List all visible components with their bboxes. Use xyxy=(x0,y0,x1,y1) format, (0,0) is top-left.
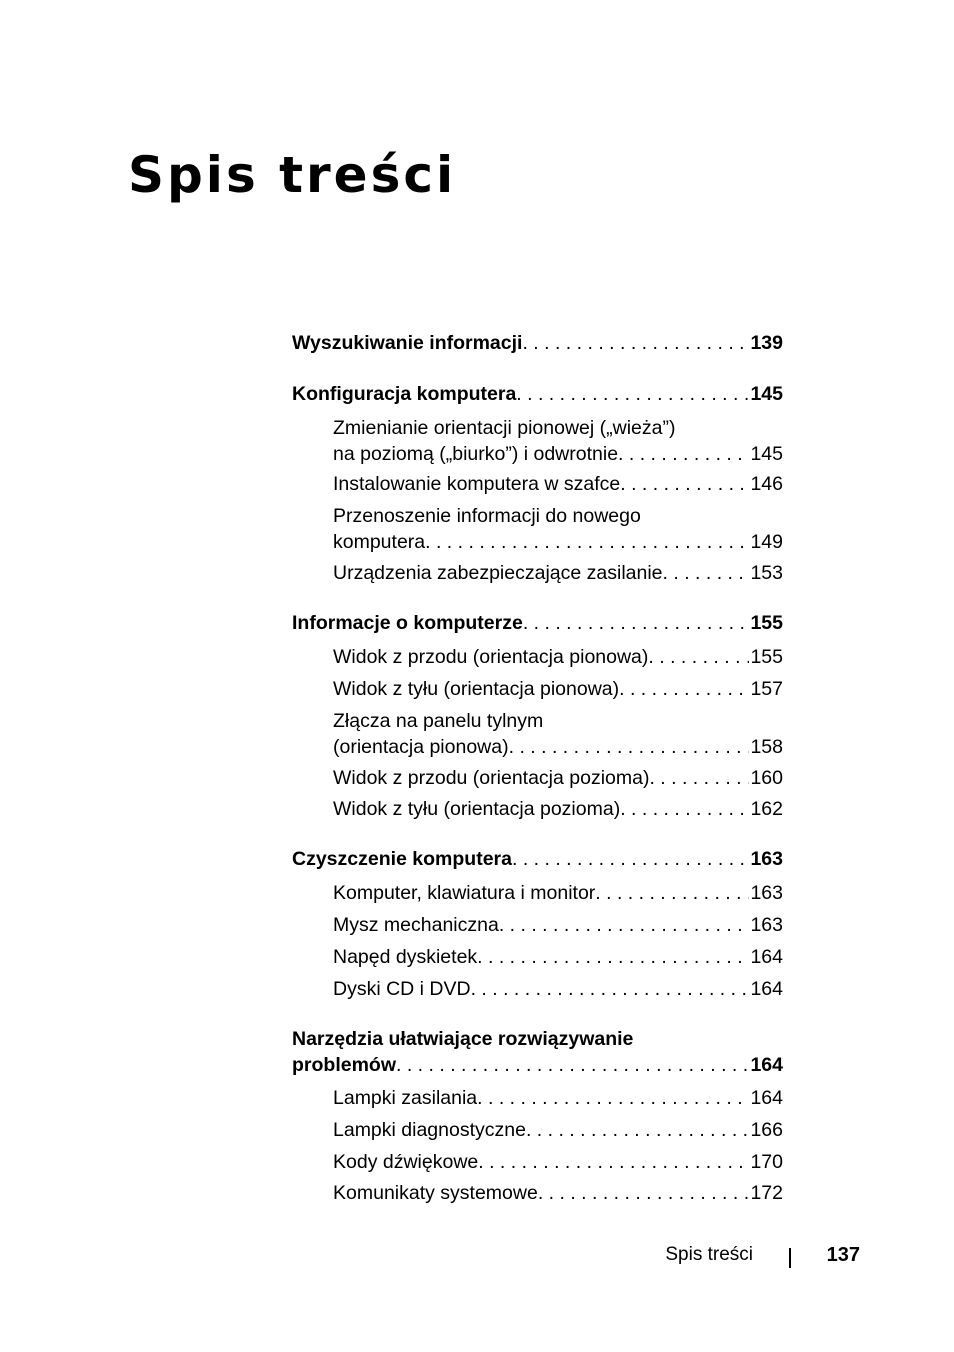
toc-entry-title: Kody dźwiękowe xyxy=(333,1151,479,1173)
toc-entry-page: 164 xyxy=(750,946,783,968)
toc-entry[interactable] xyxy=(333,644,783,670)
leader-dots xyxy=(516,381,749,407)
leader-dots xyxy=(425,529,749,555)
toc-entry-title: Komputer, klawiatura i monitor xyxy=(333,882,596,904)
toc-entry-title: Lampki zasilania xyxy=(333,1087,478,1109)
toc-entry-page: 172 xyxy=(750,1182,783,1204)
toc-entry-title: Czyszczenie komputera xyxy=(292,848,512,870)
toc-entry-title: problemów xyxy=(292,1054,397,1076)
page-title: Spis treści xyxy=(128,146,457,204)
toc-entry-title-line1: Przenoszenie informacji do nowego xyxy=(333,505,641,527)
toc-entry-page: 164 xyxy=(750,978,783,1000)
toc-entry-title-line1: Narzędzia ułatwiające rozwiązywanie xyxy=(292,1028,634,1050)
leader-dots xyxy=(663,560,749,586)
toc-entry-title: Wyszukiwanie informacji xyxy=(292,332,523,354)
toc-entry-title: na poziomą („biurko”) i odwrotnie xyxy=(333,443,619,465)
toc-entry-title: (orientacja pionowa) xyxy=(333,736,509,758)
toc-entry-title: Komunikaty systemowe xyxy=(333,1182,538,1204)
toc-entry[interactable] xyxy=(333,1149,783,1175)
toc-entry[interactable] xyxy=(333,976,783,1002)
leader-dots xyxy=(499,912,749,938)
toc-entry-page: 145 xyxy=(750,443,783,465)
leader-dots xyxy=(477,1085,749,1111)
toc-entry[interactable] xyxy=(292,610,783,636)
toc-entry-title: Urządzenia zabezpieczające zasilanie xyxy=(333,562,663,584)
leader-dots xyxy=(478,1149,749,1175)
toc-entry-title: Informacje o komputerze xyxy=(292,612,523,634)
toc-entry-title: Konfiguracja komputera xyxy=(292,383,517,405)
toc-entry-page: 145 xyxy=(750,383,783,405)
toc-entry-title-line1: Złącza na panelu tylnym xyxy=(333,710,544,732)
toc-entry-title: Instalowanie komputera w szafce xyxy=(333,473,621,495)
toc-entry-title: Mysz mechaniczna xyxy=(333,914,499,936)
toc-entry-page: 149 xyxy=(750,531,783,553)
leader-dots xyxy=(526,1117,749,1143)
leader-dots xyxy=(649,765,749,791)
footer-separator xyxy=(789,1248,791,1268)
toc-entry-page: 163 xyxy=(750,914,783,936)
leader-dots xyxy=(477,944,749,970)
toc-entry-page: 155 xyxy=(750,612,783,634)
leader-dots xyxy=(619,676,749,702)
toc-entry-page: 164 xyxy=(750,1087,783,1109)
toc-entry-page: 163 xyxy=(750,882,783,904)
toc-entry-page: 153 xyxy=(750,562,783,584)
toc-entry-title: Lampki diagnostyczne xyxy=(333,1119,526,1141)
leader-dots xyxy=(618,441,749,467)
toc-entry[interactable] xyxy=(333,912,783,938)
toc-entry-title-line1: Zmienianie orientacji pionowej („wieża”) xyxy=(333,417,676,439)
toc-entry-page: 162 xyxy=(750,798,783,820)
toc-entry-page: 163 xyxy=(750,848,783,870)
toc-entry[interactable] xyxy=(333,708,783,760)
toc-entry-title: komputera xyxy=(333,531,426,553)
leader-dots xyxy=(471,976,749,1002)
toc-entry-page: 139 xyxy=(750,332,783,354)
toc-entry-page: 160 xyxy=(750,767,783,789)
toc-entry[interactable] xyxy=(292,381,783,407)
toc-entry-page: 157 xyxy=(750,678,783,700)
toc-entry[interactable] xyxy=(333,415,783,467)
toc-entry[interactable] xyxy=(333,880,783,906)
toc-entry[interactable] xyxy=(333,1180,783,1206)
toc-entry-title: Widok z tyłu (orientacja pozioma) xyxy=(333,798,621,820)
toc-entry[interactable] xyxy=(292,330,783,356)
toc-entry-page: 166 xyxy=(750,1119,783,1141)
toc-entry[interactable] xyxy=(333,944,783,970)
leader-dots xyxy=(512,846,749,872)
toc-entry[interactable] xyxy=(333,1117,783,1143)
toc-entry[interactable] xyxy=(292,1026,783,1078)
toc-entry[interactable] xyxy=(333,560,783,586)
toc-entry-title: Dyski CD i DVD xyxy=(333,978,471,1000)
toc-entry-page: 164 xyxy=(750,1054,783,1076)
footer-page-number: 137 xyxy=(826,1244,860,1266)
toc-entry-title: Widok z przodu (orientacja pionowa) xyxy=(333,646,649,668)
leader-dots xyxy=(648,644,749,670)
toc-entry-page: 146 xyxy=(750,473,783,495)
leader-dots xyxy=(522,330,749,356)
toc-entry-page: 158 xyxy=(750,736,783,758)
toc-entry[interactable] xyxy=(333,1085,783,1111)
leader-dots xyxy=(509,734,749,760)
toc-entry[interactable] xyxy=(333,765,783,791)
toc-entry[interactable] xyxy=(333,471,783,497)
toc-entry-page: 155 xyxy=(750,646,783,668)
footer-section-title: Spis treści xyxy=(665,1244,753,1265)
toc-entry-title: Widok z przodu (orientacja pozioma) xyxy=(333,767,650,789)
leader-dots xyxy=(396,1052,749,1078)
toc-entry[interactable] xyxy=(333,503,783,555)
leader-dots xyxy=(538,1180,749,1206)
toc-entry[interactable] xyxy=(333,796,783,822)
toc-entry-title: Napęd dyskietek xyxy=(333,946,478,968)
toc-entry[interactable] xyxy=(333,676,783,702)
toc-entry[interactable] xyxy=(292,846,783,872)
toc-entry-title: Widok z tyłu (orientacja pionowa) xyxy=(333,678,620,700)
leader-dots xyxy=(523,610,749,636)
leader-dots xyxy=(620,796,749,822)
leader-dots xyxy=(595,880,749,906)
toc-entry-page: 170 xyxy=(750,1151,783,1173)
leader-dots xyxy=(620,471,749,497)
page-footer xyxy=(600,1242,860,1272)
